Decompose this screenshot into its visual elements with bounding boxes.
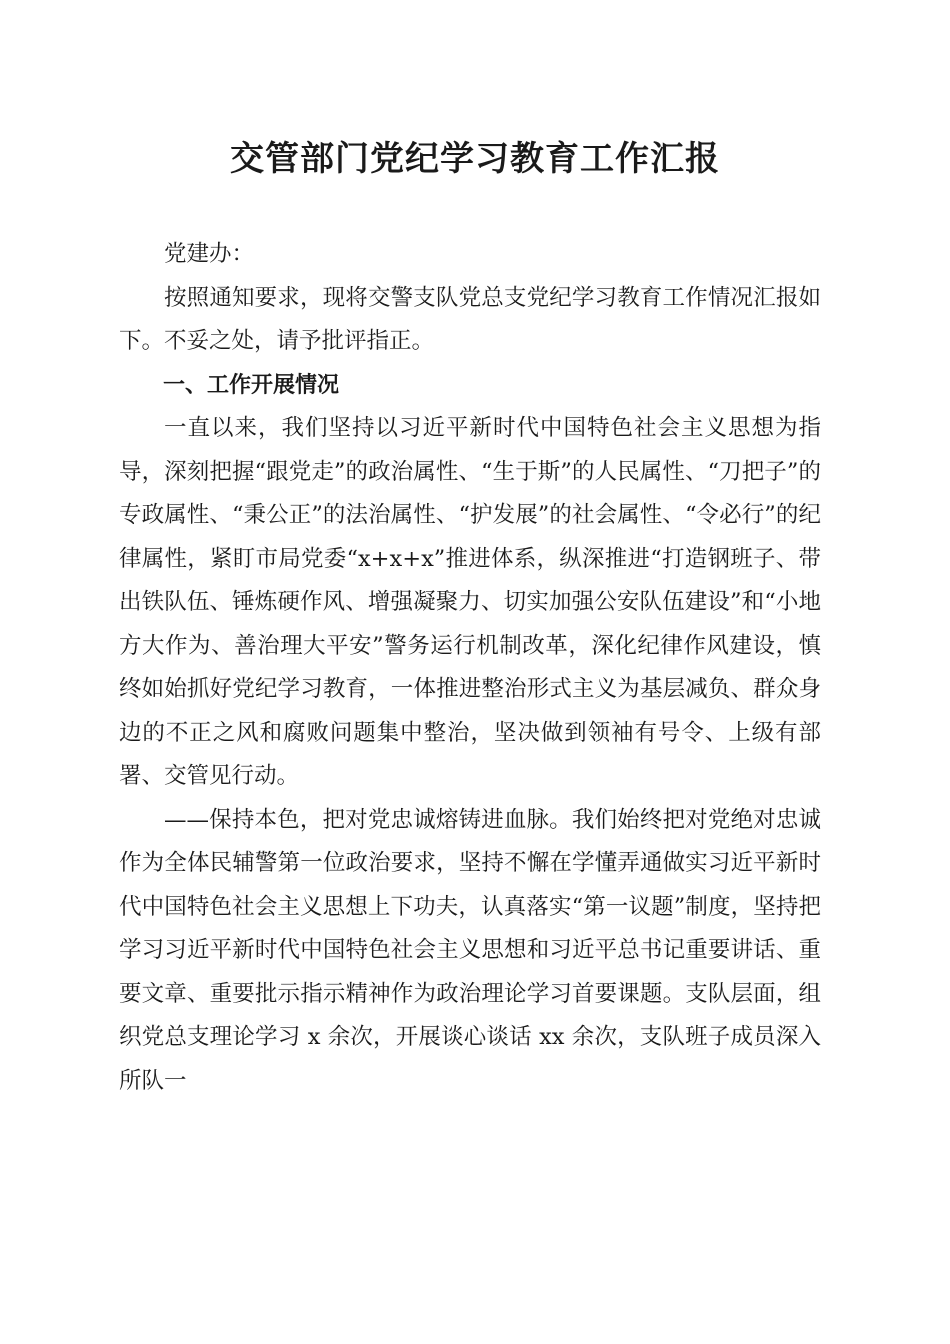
document-title: 交管部门党纪学习教育工作汇报 <box>230 139 720 179</box>
section-heading: 一、工作开展情况 <box>163 372 340 398</box>
intro-paragraph: 按照通知要求，现将交警支队党总支党纪学习教育工作情况汇报如下。不妥之处，请予批评指正。 <box>119 284 821 354</box>
body-paragraph: 一直以来，我们坚持以习近平新时代中国特色社会主义思想为指导，深刻把握“跟党走”的政治属性、“生于斯”的人民属性、“刀把子”的专政属性、“秉公正”的法治属性、“护发展”的社会属性、“令必行”的纪律属性，紧盯市局党委“x+x+x”推进体系，纵深推进“打造钢班子、带出铁队伍、锤炼硬作风、增强凝聚力、切实加强公安队伍建设”和“小地方大作为、善治理大平安”警务运行机制改革，深化纪律作风建设，慎终如始抓好党纪学习教育，一体推进整治形式主义为基层减负、群众身边的不正之风和腐败问题集中整治，坚决做到领袖有号令、上级有部署、交管见行动。 <box>119 415 821 789</box>
body-paragraph: ——保持本色，把对党忠诚熔铸进血脉。我们始终把对党绝对忠诚作为全体民辅警第一位政治要求，坚持不懈在学懂弄通做实习近平新时代中国特色社会主义思想上下功夫，认真落实“第一议题”制度，坚持把学习习近平新时代中国特色社会主义思想和习近平总书记重要讲话、重要文章、重要批示指示精神作为政治理论学习首要课题。支队层面，组织党总支理论学习 x 余次，开展谈心谈话 xx 余次，支队班子成员深入所队一 <box>119 806 821 1094</box>
salutation: 党建办： <box>164 241 255 267</box>
document-body <box>119 233 821 1103</box>
